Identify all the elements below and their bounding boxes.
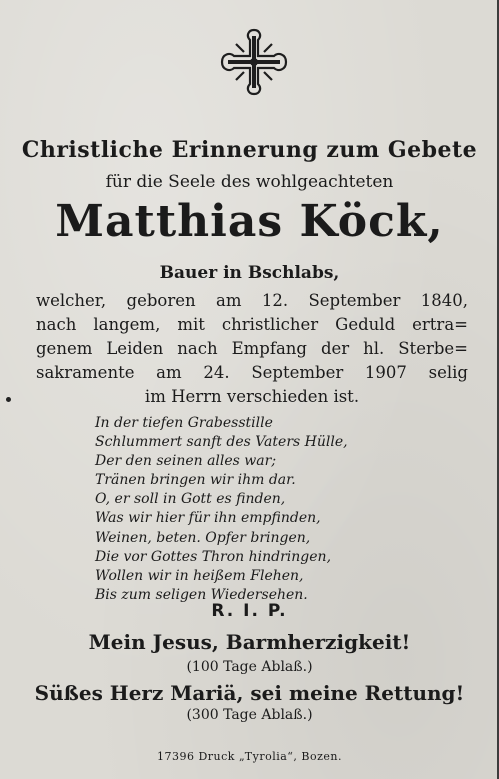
rip-text: R. I. P. xyxy=(211,601,288,621)
deceased-name: Matthias Köck, xyxy=(55,196,444,247)
poem-line: In der tiefen Grabesstille xyxy=(95,415,273,431)
biography-line: nach langem, mit christlicher Geduld ertra= xyxy=(36,315,468,334)
biography-text xyxy=(36,289,468,409)
biography-line: sakramente am 24. September 1907 selig xyxy=(36,363,468,382)
poem-line: O, er soll in Gott es finden, xyxy=(95,491,286,508)
memorial-poem xyxy=(95,414,348,605)
poem-line: Tränen bringen wir ihm dar. xyxy=(95,472,296,489)
poem-line: Schlummert sanft des Vaters Hülle, xyxy=(95,434,348,451)
biography-line: welcher, geboren am 12. September 1840, xyxy=(36,291,468,310)
ink-dot xyxy=(6,397,11,402)
poem-line: Bis zum seligen Wiedersehen. xyxy=(95,586,308,603)
poem-line: Der den seinen alles war; xyxy=(95,453,277,470)
poem-line: Weinen, beten. Opfer bringen, xyxy=(95,529,311,546)
ornamental-cross-icon xyxy=(218,26,290,98)
biography-line: im Herrn verschieden ist. xyxy=(144,387,360,406)
card-heading: Christliche Erinnerung zum Gebete xyxy=(21,137,478,163)
poem-line: Die vor Gottes Thron hindringen, xyxy=(95,548,332,565)
poem-line: Wollen wir in heißem Flehen, xyxy=(95,567,304,584)
poem-line: Was wir hier für ihn empfinden, xyxy=(95,510,321,527)
prayer-mary: Süßes Herz Mariä, sei meine Rettung! xyxy=(34,681,465,705)
indulgence-note-2: (300 Tage Ablaß.) xyxy=(186,707,313,723)
indulgence-note-1: (100 Tage Ablaß.) xyxy=(186,659,313,675)
card-subheading: für die Seele des wohlgeachteten xyxy=(105,172,394,192)
deceased-occupation: Bauer in Bschlabs, xyxy=(159,263,340,283)
biography-line: genem Leiden nach Empfang der hl. Sterbe= xyxy=(36,339,468,358)
printer-imprint: 17396 Druck „Tyrolia“, Bozen. xyxy=(156,750,343,763)
prayer-jesus: Mein Jesus, Barmherzigkeit! xyxy=(88,630,411,654)
